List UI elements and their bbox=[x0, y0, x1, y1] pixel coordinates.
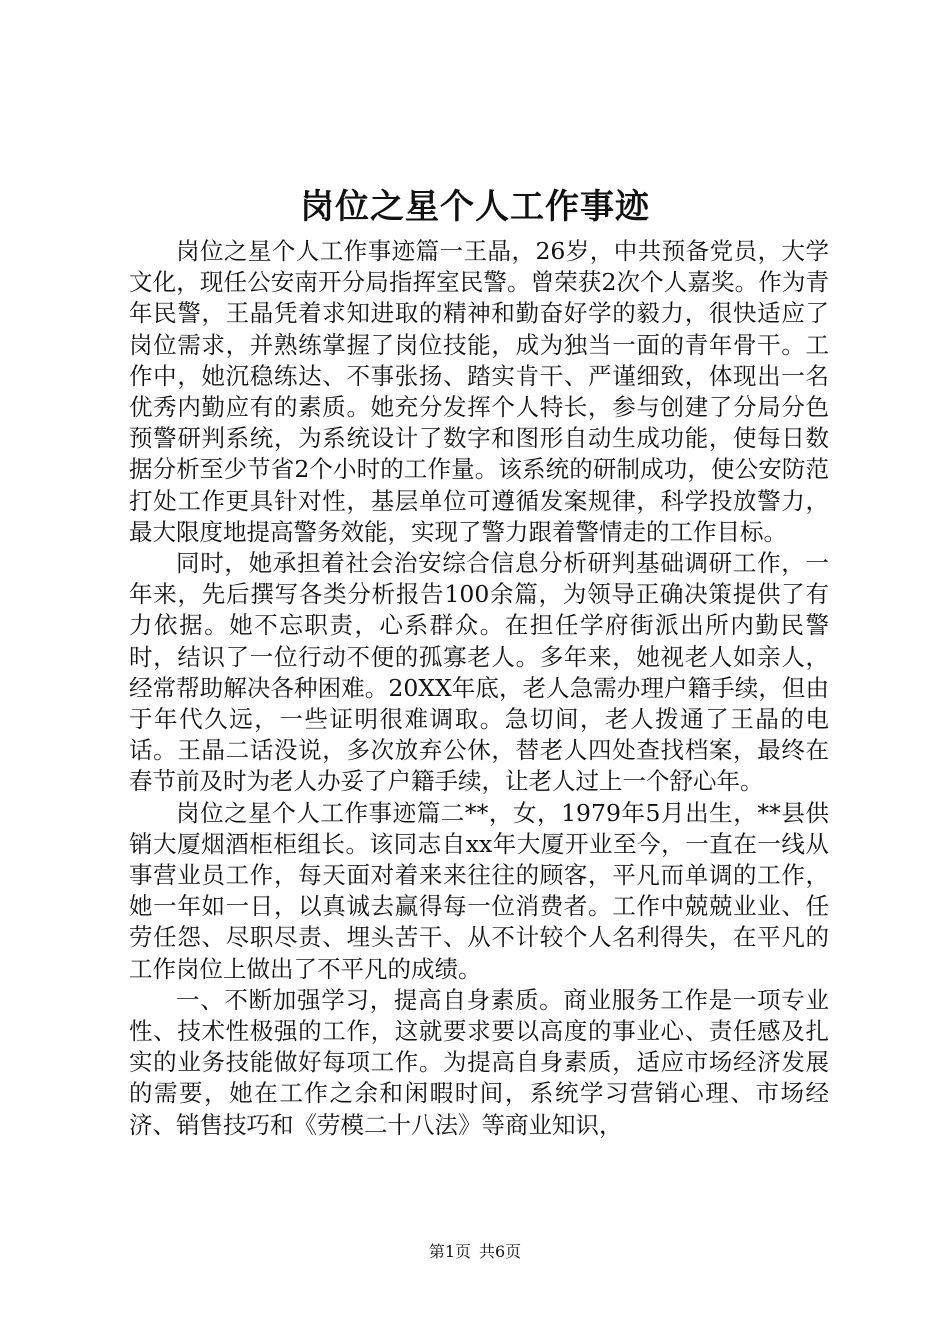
paragraph-3: 岗位之星个人工作事迹篇二**，女，1979年5月出生，**县供销大厦烟酒柜柜组长。该同志自xx年大厦开业至今，一直在一线从事营业员工作，每天面对着来来往往的顾客，平凡而单调的工作，她一年如一日，以真诚去赢得每一位消费者。工作中兢兢业业、任劳任怨、尽职尽责、埋头苦干、从不计较个人名利得失，在平凡的工作岗位上做出了不平凡的成绩。 bbox=[129, 798, 829, 983]
page-title: 岗位之星个人工作事迹 bbox=[300, 187, 650, 227]
document-body bbox=[129, 236, 829, 1141]
page-total: 共6页 bbox=[479, 1242, 522, 1261]
paragraph-4: 一、不断加强学习，提高自身素质。商业服务工作是一项专业性、技术性极强的工作，这就要求要以高度的事业心、责任感及扎实的业务技能做好每项工作。为提高自身素质，适应市场经济发展的需要，她在工作之余和闲暇时间，系统学习营销心理、市场经济、销售技巧和《劳模二十八法》等商业知识， bbox=[129, 985, 829, 1139]
page-footer bbox=[0, 1240, 950, 1264]
paragraph-1: 岗位之星个人工作事迹篇一王晶，26岁，中共预备党员，大学文化，现任公安南开分局指挥室民警。曾荣获2次个人嘉奖。作为青年民警，王晶凭着求知进取的精神和勤奋好学的毅力，很快适应了岗位需求，并熟练掌握了岗位技能，成为独当一面的青年骨干。工作中，她沉稳练达、不事张扬、踏实肯干、严谨细致，体现出一名优秀内勤应有的素质。她充分发挥个人特长，参与创建了分局分色预警研判系统，为系统设计了数字和图形自动生成功能，使每日数据分析至少节省2个小时的工作量。该系统的研制成功，使公安防范打处工作更具针对性，基层单位可遵循发案规律，科学投放警力，最大限度地提高警务效能，实现了警力跟着警情走的工作目标。 bbox=[129, 237, 829, 546]
paragraph-2: 同时，她承担着社会治安综合信息分析研判基础调研工作，一年来，先后撰写各类分析报告100余篇，为领导正确决策提供了有力依据。她不忘职责，心系群众。在担任学府街派出所内勤民警时，结识了一位行动不便的孤寡老人。多年来，她视老人如亲人，经常帮助解决各种困难。20XX年底，老人急需办理户籍手续，但由于年代久远，一些证明很难调取。急切间，老人拨通了王晶的电话。王晶二话没说，多次放弃公休，替老人四处查找档案，最终在春节前及时为老人办妥了户籍手续，让老人过上一个舒心年。 bbox=[129, 549, 829, 796]
page-number: 第1页 bbox=[428, 1242, 471, 1261]
